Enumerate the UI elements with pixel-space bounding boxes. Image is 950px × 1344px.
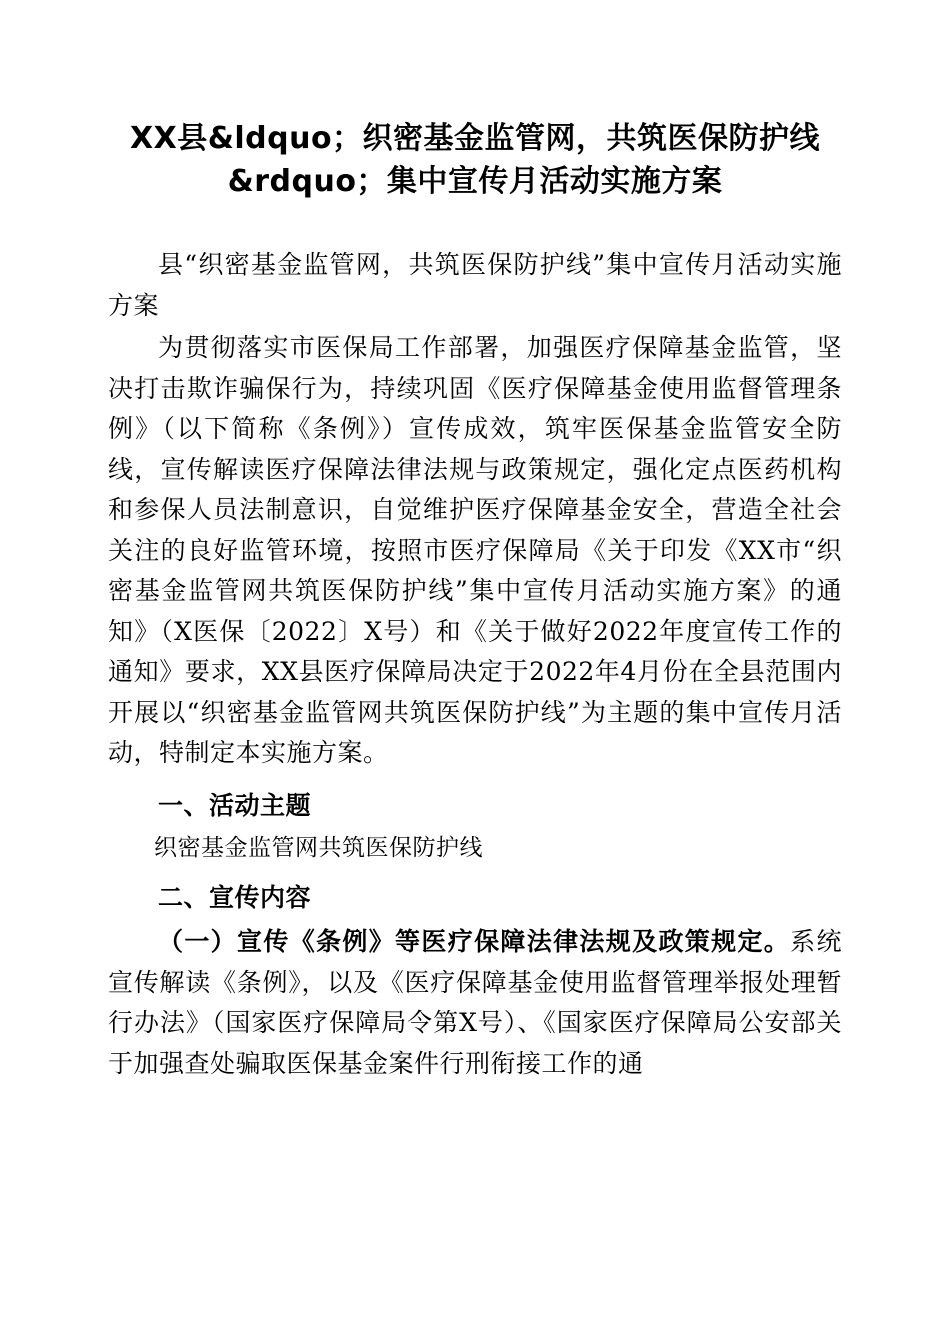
intro-paragraph: 为贯彻落实市医保局工作部署，加强医疗保障基金监管，坚决打击欺诈骗保行为，持续巩固《医疗保障基金使用监督管理条例》（以下简称《条例》）宣传成效，筑牢医保基金监管安全防线，宣传解读医疗保障法律法规与政策规定，强化定点医药机构和参保人员法制意识，自觉维护医疗保障基金安全，营造全社会关注的良好监管环境，按照市医疗保障局《关于印发《XX市“织密基金监管网共筑医保防护线”集中宣传月活动实施方案》的通知》（X医保〔2022〕X号）和《关于做好2022年度宣传工作的通知》要求，XX县医疗保障局决定于2022年4月份在全县范围内开展以“织密基金监管网共筑医保防护线”为主题的集中宣传月活动，特制定本实施方案。: [108, 333, 842, 768]
subtitle-paragraph: 县“织密基金监管网，共筑医保防护线”集中宣传月活动实施方案: [108, 250, 842, 320]
section-line-activity-theme: 织密基金监管网共筑医保防护线: [154, 834, 483, 861]
page-title: XX县&ldquo；织密基金监管网，共筑医保防护线&rdquo；集中宣传月活动实施方案: [129, 121, 821, 199]
subsection-body-text: 系统宣传解读《条例》，以及《医疗保障基金使用监督管理举报处理暂行办法》（国家医疗保障局令第X号）、《国家医疗保障局公安部关于加强查处骗取医保基金案件行刑衔接工作的通: [108, 927, 842, 1078]
subsection-lead-text: （一）宣传《条例》等医疗保障法律法规及政策规定。: [158, 927, 791, 957]
section-heading-activity-theme: 一、活动主题: [158, 790, 312, 820]
section-heading-publicity-content: 二、宣传内容: [158, 883, 312, 913]
section-paragraph-publicity-content: [108, 922, 842, 1084]
